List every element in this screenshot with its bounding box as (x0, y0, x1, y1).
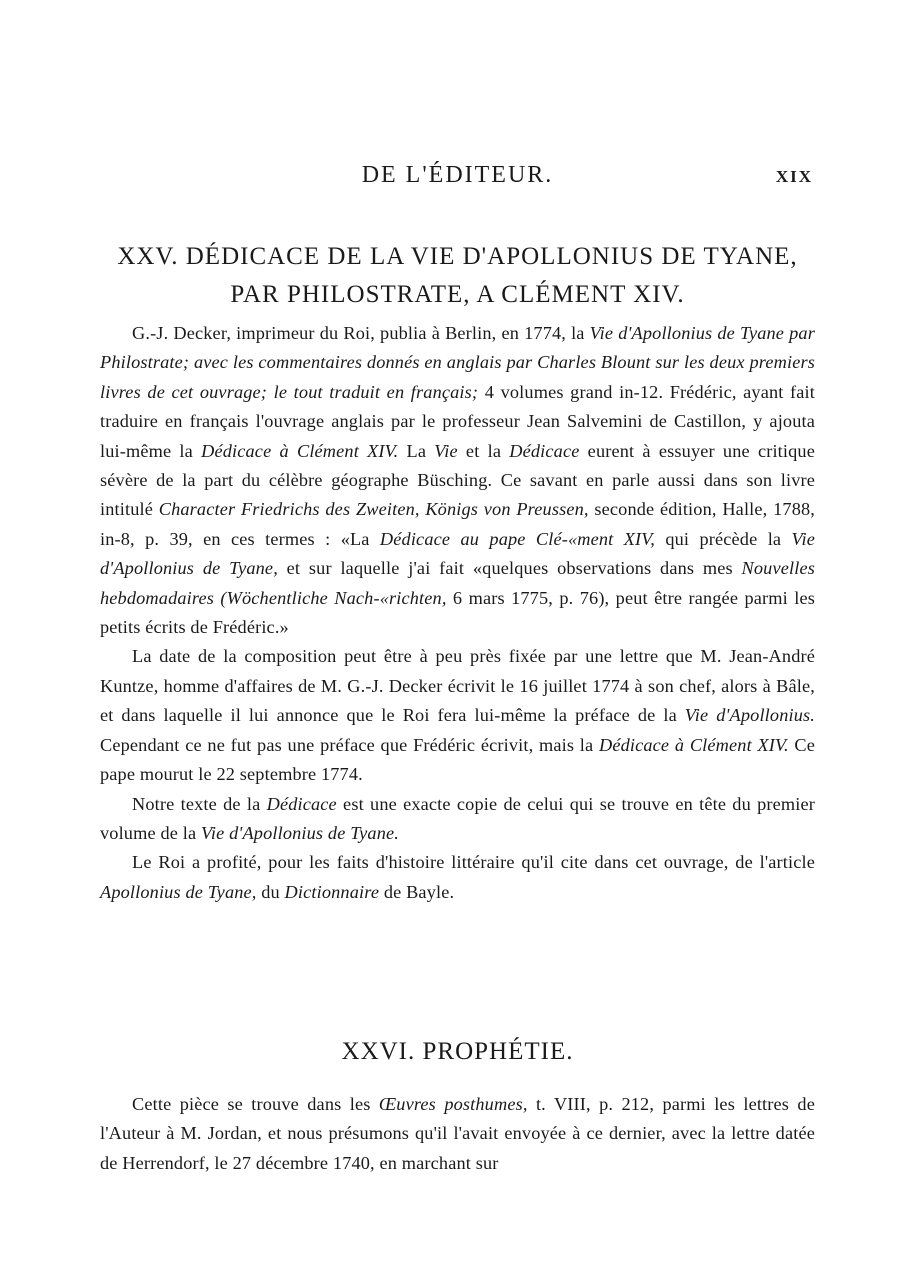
text-run: est une exacte copie de celui qui se trouve en tête du premier volume de la (100, 793, 815, 843)
italic-text: Dédicace au pape Clé-«ment XIV, (379, 528, 655, 549)
text-run: et la (457, 440, 510, 461)
italic-text: Nouvelles hebdomadaires (Wöchentliche Nach-«richten, (100, 558, 815, 608)
italic-text: Vie d'Apollonius. (684, 705, 815, 726)
text-run: G.-J. Decker, imprimeur du Roi, publia à Berlin, en 1774, la (132, 323, 590, 343)
italic-text: Dédicace à Clément XIV. (598, 734, 789, 755)
italic-text: Vie (434, 440, 458, 461)
text-run: La (398, 440, 435, 461)
paragraph (100, 1090, 815, 1178)
text-run: La date de la composition peut être à peu près fixée par une lettre que M. Jean-André Kuntze, homme d'affaires de M. G.-J. Decker écrivit le 16 juillet 1774 à son chef, alors à Bâle, et dans laquelle il lui annonce que le Roi fera lui-même la préface de la (100, 646, 815, 726)
italic-text: Apollonius de Tyane, (100, 881, 257, 902)
text-run: seconde édition, Halle, 1788, in-8, p. 39, en ces termes : «La (100, 499, 816, 549)
paragraph (100, 642, 815, 789)
italic-text: Vie d'Apollonius de Tyane, (100, 528, 815, 579)
section-heading-xxv (100, 238, 815, 314)
text-run: 4 volumes grand in-12. Frédéric, ayant fait traduire en français l'ouvrage anglais par le professeur Jean Salvemini de Castillon, y ajouta lui-même la (100, 381, 816, 461)
text-run: du (256, 881, 285, 902)
italic-text: Dédicace (266, 793, 337, 814)
section-body-xxvi (100, 1090, 815, 1178)
paragraph (100, 848, 815, 907)
section-body-xxv (100, 319, 815, 907)
text-run: et sur laquelle j'ai fait «quelques observations dans mes (277, 558, 742, 579)
text-run: Notre texte de la (132, 793, 267, 814)
running-title: DE L'ÉDITEUR. (361, 162, 554, 188)
italic-text: Dictionnaire (284, 881, 380, 902)
paragraph (100, 319, 815, 642)
italic-text: Vie d'Apollonius de Tyane par Philostrate; avec les commentaires donnés en anglais par Charles Blount sur les deux premiers livres de cet ouvrage; le tout traduit en français; (100, 323, 815, 402)
text-run: Le Roi a profité, pour les faits d'histoire littéraire qu'il cite dans cet ouvrage, de l'article (132, 852, 815, 873)
text-run: Cette pièce se trouve dans les (132, 1094, 379, 1114)
italic-text: Vie d'Apollonius de Tyane. (200, 822, 399, 843)
text-run: 6 mars 1775, p. 76), peut être rangée parmi les petits écrits de Frédéric.» (100, 587, 815, 638)
text-run: Cependant ce ne fut pas une préface que Frédéric écrivit, mais la (100, 734, 599, 755)
italic-text: Dédicace à Clément XIV. (201, 440, 399, 461)
running-head (100, 162, 815, 194)
paragraph (100, 790, 815, 849)
italic-text: Character Friedrichs des Zweiten, Königs von Preussen, (158, 499, 589, 520)
text-run: eurent à essuyer une critique sévère de la part du célèbre géographe Büsching. Ce savant en parle aussi dans son livre intitulé (100, 440, 815, 520)
section-heading-line: XXVI. PROPHÉTIE. (341, 1038, 574, 1065)
italic-text: Œuvres posthumes, (378, 1094, 528, 1114)
section-heading-xxvi (100, 1033, 815, 1071)
text-run: Ce pape mourut le 22 septembre 1774. (100, 734, 815, 785)
page-number: XIX (775, 167, 813, 186)
text-run: de Bayle. (379, 881, 455, 902)
italic-text: Dédicace (509, 440, 580, 461)
section-heading-line: PAR PHILOSTRATE, A CLÉMENT XIV. (230, 281, 685, 308)
text-run: qui précède la (654, 528, 792, 549)
section-heading-line: XXV. DÉDICACE DE LA VIE D'APOLLONIUS DE TYANE, (117, 243, 798, 270)
text-run: t. VIII, p. 212, parmi les lettres de l'Auteur à M. Jordan, et nous présumons qu'il l'avait envoyée à ce dernier, avec la lettre datée de Herrendorf, le 27 décembre 1740, en marchant sur (100, 1094, 815, 1173)
